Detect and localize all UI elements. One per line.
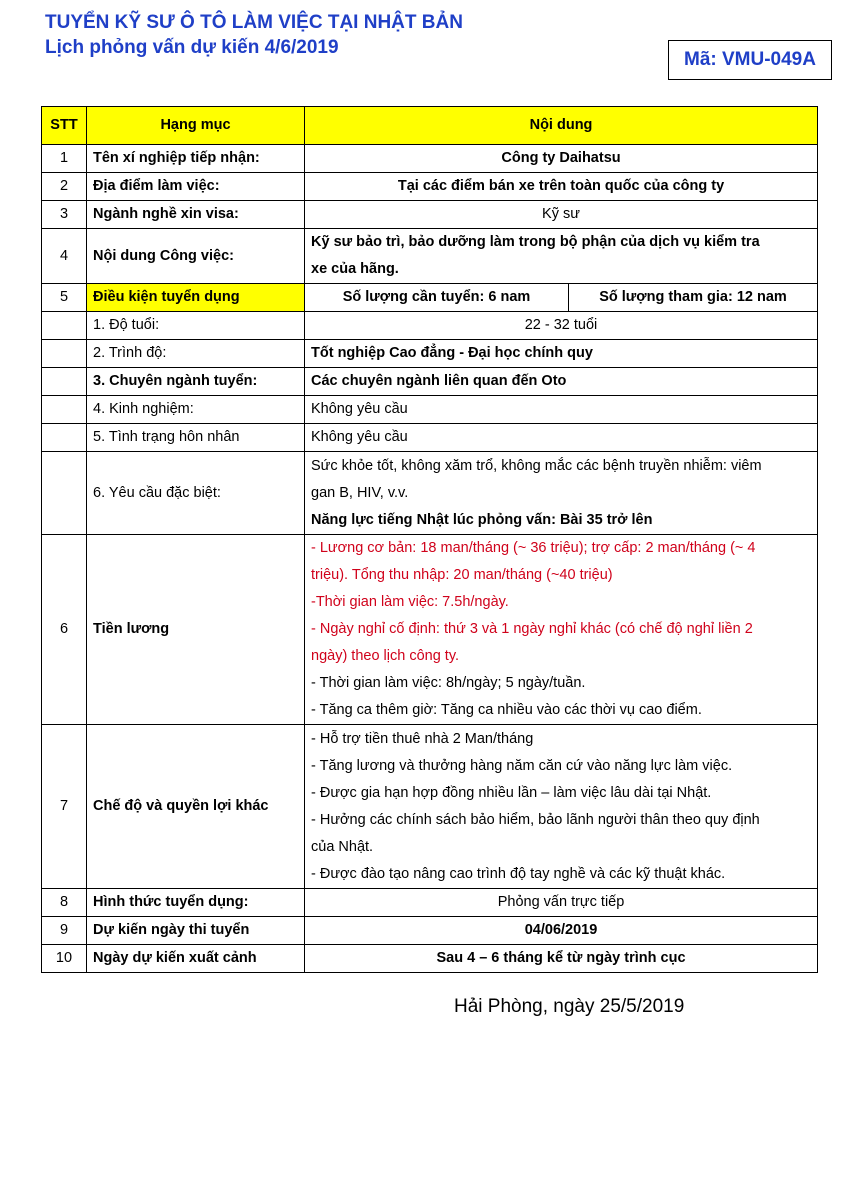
empty-cell (42, 312, 87, 340)
table-header-row (42, 107, 818, 145)
text-line: gan B, HIV, v.v. (311, 484, 409, 501)
row-label: Điều kiện tuyển dụng (87, 284, 305, 312)
table-row (42, 424, 818, 452)
benefit-line: của Nhật. (311, 838, 374, 855)
row-label: Tiền lương (87, 535, 305, 725)
benefit-line: - Được đào tạo nâng cao trình độ tay nghề và các kỹ thuật khác. (311, 865, 726, 882)
empty-cell (42, 368, 87, 396)
salary-line: - Tăng ca thêm giờ: Tăng ca nhiều vào các thời vụ cao điểm. (311, 702, 702, 718)
table-row (42, 145, 818, 173)
condition-label: 1. Độ tuổi: (87, 312, 305, 340)
row-value: Kỹ sư (305, 201, 818, 229)
job-description (305, 229, 818, 284)
salary-line: - Ngày nghỉ cố định: thứ 3 và 1 ngày nghỉ khác (có chế độ nghỉ liền 2 (311, 621, 753, 637)
empty-cell (42, 452, 87, 535)
empty-cell (42, 424, 87, 452)
row-label: Ngành nghề xin visa: (87, 201, 305, 229)
table-row (42, 201, 818, 229)
condition-value: Các chuyên ngành liên quan đến Oto (305, 368, 818, 396)
table-row (42, 229, 818, 284)
salary-line: triệu). Tổng thu nhập: 20 man/tháng (~40 triệu) (311, 567, 613, 583)
interview-schedule-subtitle: Lịch phỏng vấn dự kiến 4/6/2019 (45, 37, 339, 58)
row-number: 5 (42, 284, 87, 312)
special-requirements (305, 452, 818, 535)
row-number: 4 (42, 229, 87, 284)
condition-label: 4. Kinh nghiệm: (87, 396, 305, 424)
row-value: Sau 4 – 6 tháng kể từ ngày trình cục (305, 945, 818, 973)
place-and-date: Hải Phòng, ngày 25/5/2019 (454, 996, 685, 1017)
row-label: Nội dung Công việc: (87, 229, 305, 284)
row-number: 6 (42, 535, 87, 725)
row-label: Chế độ và quyền lợi khác (87, 725, 305, 889)
salary-details (305, 535, 818, 725)
benefit-line: - Được gia hạn hợp đồng nhiều lần – làm việc lâu dài tại Nhật. (311, 784, 712, 801)
table-row (42, 452, 818, 535)
row-number: 3 (42, 201, 87, 229)
benefits-details (305, 725, 818, 889)
row-label: Tên xí nghiệp tiếp nhận: (87, 145, 305, 173)
table-row (42, 173, 818, 201)
condition-value: Không yêu cầu (305, 396, 818, 424)
row-number: 7 (42, 725, 87, 889)
condition-label: 5. Tình trạng hôn nhân (87, 424, 305, 452)
salary-line: - Lương cơ bản: 18 man/tháng (~ 36 triệu); trợ cấp: 2 man/tháng (~ 4 (311, 540, 756, 556)
header-content: Nội dung (305, 107, 818, 145)
text-line: Sức khỏe tốt, không xăm trổ, không mắc các bệnh truyền nhiễm: viêm (311, 457, 762, 474)
table-row (42, 340, 818, 368)
condition-value: 22 - 32 tuổi (305, 312, 818, 340)
table-row (42, 945, 818, 973)
recruit-count: Số lượng cần tuyển: 6 nam (305, 284, 569, 312)
row-value: 04/06/2019 (305, 917, 818, 945)
empty-cell (42, 396, 87, 424)
japanese-requirement: Năng lực tiếng Nhật lúc phỏng vấn: Bài 35 trở lên (311, 511, 653, 528)
row-number: 1 (42, 145, 87, 173)
benefit-line: - Hưởng các chính sách bảo hiểm, bảo lãnh người thân theo quy định (311, 811, 760, 828)
row-label: Hình thức tuyển dụng: (87, 889, 305, 917)
benefit-line: - Tăng lương và thưởng hàng năm căn cứ vào năng lực làm việc. (311, 757, 733, 774)
table-row (42, 312, 818, 340)
benefit-line: - Hỗ trợ tiền thuê nhà 2 Man/tháng (311, 730, 534, 747)
job-code-box: Mã: VMU-049A (668, 40, 832, 80)
condition-value: Không yêu cầu (305, 424, 818, 452)
table-row (42, 284, 818, 312)
table-row (42, 396, 818, 424)
condition-label: 2. Trình độ: (87, 340, 305, 368)
document-title: TUYỂN KỸ SƯ Ô TÔ LÀM VIỆC TẠI NHẬT BẢN (45, 12, 463, 33)
text-line: xe của hãng. (311, 261, 399, 277)
row-label: Dự kiến ngày thi tuyển (87, 917, 305, 945)
header-stt: STT (42, 107, 87, 145)
row-number: 2 (42, 173, 87, 201)
row-label: Ngày dự kiến xuất cảnh (87, 945, 305, 973)
row-number: 8 (42, 889, 87, 917)
table-row (42, 725, 818, 889)
row-value: Tại các điểm bán xe trên toàn quốc của công ty (305, 173, 818, 201)
row-value: Phỏng vấn trực tiếp (305, 889, 818, 917)
empty-cell (42, 340, 87, 368)
recruitment-table (41, 106, 818, 973)
row-number: 9 (42, 917, 87, 945)
table-row (42, 889, 818, 917)
table-row (42, 368, 818, 396)
condition-value: Tốt nghiệp Cao đẳng - Đại học chính quy (305, 340, 818, 368)
salary-line: -Thời gian làm việc: 7.5h/ngày. (311, 594, 509, 610)
row-number: 10 (42, 945, 87, 973)
condition-label: 3. Chuyên ngành tuyển: (87, 368, 305, 396)
header-category: Hạng mục (87, 107, 305, 145)
salary-line: - Thời gian làm việc: 8h/ngày; 5 ngày/tuần. (311, 675, 586, 691)
participant-count: Số lượng tham gia: 12 nam (569, 284, 818, 312)
table-row (42, 917, 818, 945)
row-value: Công ty Daihatsu (305, 145, 818, 173)
table-row (42, 535, 818, 725)
condition-label: 6. Yêu cầu đặc biệt: (87, 452, 305, 535)
row-label: Địa điểm làm việc: (87, 173, 305, 201)
salary-line: ngày) theo lịch công ty. (311, 648, 460, 664)
text-line: Kỹ sư bảo trì, bảo dưỡng làm trong bộ phận của dịch vụ kiểm tra (311, 234, 760, 250)
